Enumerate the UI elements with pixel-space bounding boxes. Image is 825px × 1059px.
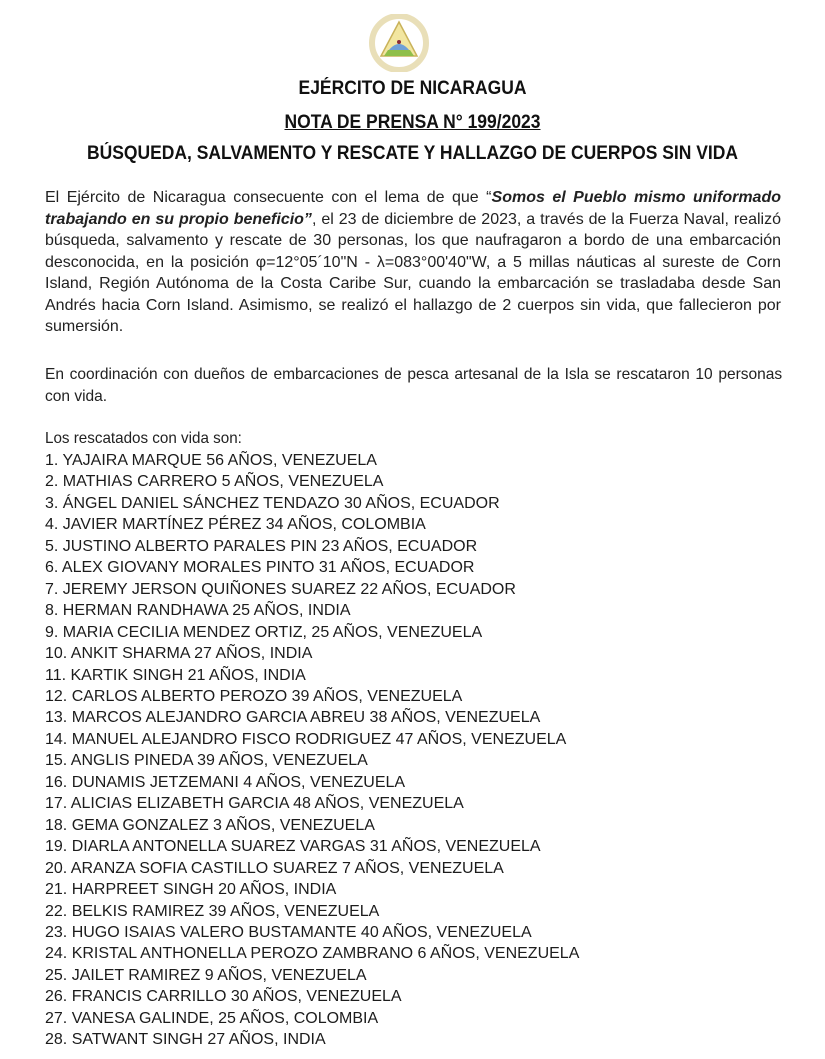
rescued-person-item: 21. HARPREET SINGH 20 AÑOS, INDIA	[45, 881, 337, 899]
rescued-person-item: 1. YAJAIRA MARQUE 56 AÑOS, VENEZUELA	[45, 452, 377, 469]
rescued-person-item: 10. ANKIT SHARMA 27 AÑOS, INDIA	[45, 645, 313, 663]
intro-text-end: , el 23 de diciembre de 2023, a través de la Fuerza Naval, realizó búsqueda, salvamento y rescate de 30 personas, los que naufragaron a bordo de una embarcación desconocida, en la posición φ=12°05´10"N - λ=083°00'40"W, a 5 millas náuticas al sureste de Corn Island, Región Autónoma de la Costa Caribe Sur, cuando la embarcación se trasladaba desde San Andrés hacia Corn Island. Asimismo, se realizó el hallazgo de 2 cuerpos sin vida, que fallecieron por sumersión.	[45, 210, 781, 335]
motto-quote: Somos el Pueblo mismo uniformado trabajando en su propio beneficio”	[45, 189, 781, 228]
rescued-person-item: 16. DUNAMIS JETZEMANI 4 AÑOS, VENEZUELA	[45, 773, 406, 791]
rescued-person-item: 3. ÁNGEL DANIEL SÁNCHEZ TENDAZO 30 AÑOS, ECUADOR	[45, 494, 500, 512]
coat-of-arms-icon	[366, 14, 432, 72]
rescued-person-item: 15. ANGLIS PINEDA 39 AÑOS, VENEZUELA	[45, 752, 368, 770]
rescued-person-item: 26. FRANCIS CARRILLO 30 AÑOS, VENEZUELA	[45, 988, 402, 1006]
rescued-person-item: 25. JAILET RAMIREZ 9 AÑOS, VENEZUELA	[45, 966, 367, 984]
rescued-person-item: 2. MATHIAS CARRERO 5 AÑOS, VENEZUELA	[45, 473, 384, 491]
rescued-person-item: 19. DIARLA ANTONELLA SUAREZ VARGAS 31 AÑOS, VENEZUELA	[45, 838, 541, 856]
rescued-person-item: 24. KRISTAL ANTHONELLA PEROZO ZAMBRANO 6 AÑOS, VENEZUELA	[45, 945, 580, 963]
rescued-person-item: 28. SATWANT SINGH 27 AÑOS, INDIA	[45, 1031, 326, 1049]
rescued-person-item: 12. CARLOS ALBERTO PEROZO 39 AÑOS, VENEZUELA	[45, 687, 463, 705]
intro-paragraph	[45, 187, 781, 338]
rescued-person-item: 17. ALICIAS ELIZABETH GARCIA 48 AÑOS, VENEZUELA	[45, 795, 464, 813]
rescued-person-item: 9. MARIA CECILIA MENDEZ ORTIZ, 25 AÑOS, VENEZUELA	[45, 623, 483, 641]
press-note-number: NOTA DE PRENSA N° 199/2023	[284, 112, 541, 133]
rescued-person-item: 27. VANESA GALINDE, 25 AÑOS, COLOMBIA	[45, 1009, 379, 1027]
rescued-person-item: 7. JEREMY JERSON QUIÑONES SUAREZ 22 AÑOS, ECUADOR	[45, 580, 516, 598]
rescued-person-item: 13. MARCOS ALEJANDRO GARCIA ABREU 38 AÑOS, VENEZUELA	[45, 709, 541, 727]
rescued-list	[45, 450, 579, 1051]
organization-title: EJÉRCITO DE NICARAGUA	[298, 78, 527, 99]
rescued-person-item: 8. HERMAN RANDHAWA 25 AÑOS, INDIA	[45, 602, 351, 620]
rescued-person-item: 22. BELKIS RAMIREZ 39 AÑOS, VENEZUELA	[45, 902, 380, 920]
rescued-person-item: 11. KARTIK SINGH 21 AÑOS, INDIA	[45, 666, 306, 684]
coordination-paragraph: En coordinación con dueños de embarcaciones de pesca artesanal de la Isla se rescataron 10 personas con vida.	[45, 366, 783, 405]
rescued-person-item: 6. ALEX GIOVANY MORALES PINTO 31 AÑOS, ECUADOR	[45, 559, 475, 577]
headline: BÚSQUEDA, SALVAMENTO Y RESCATE Y HALLAZGO DE CUERPOS SIN VIDA	[86, 143, 739, 164]
rescued-person-item: 14. MANUEL ALEJANDRO FISCO RODRIGUEZ 47 AÑOS, VENEZUELA	[45, 730, 567, 748]
rescued-list-intro: Los rescatados con vida son:	[45, 430, 242, 447]
rescued-person-item: 20. ARANZA SOFIA CASTILLO SUAREZ 7 AÑOS, VENEZUELA	[45, 859, 504, 877]
intro-text-start: El Ejército de Nicaragua consecuente con el lema de que “	[45, 189, 492, 206]
rescued-person-item: 5. JUSTINO ALBERTO PARALES PIN 23 AÑOS, ECUADOR	[45, 537, 478, 555]
rescued-person-item: 4. JAVIER MARTÍNEZ PÉREZ 34 AÑOS, COLOMBIA	[45, 516, 426, 534]
rescued-person-item: 18. GEMA GONZALEZ 3 AÑOS, VENEZUELA	[45, 816, 375, 834]
rescued-person-item: 23. HUGO ISAIAS VALERO BUSTAMANTE 40 AÑOS, VENEZUELA	[45, 923, 532, 941]
